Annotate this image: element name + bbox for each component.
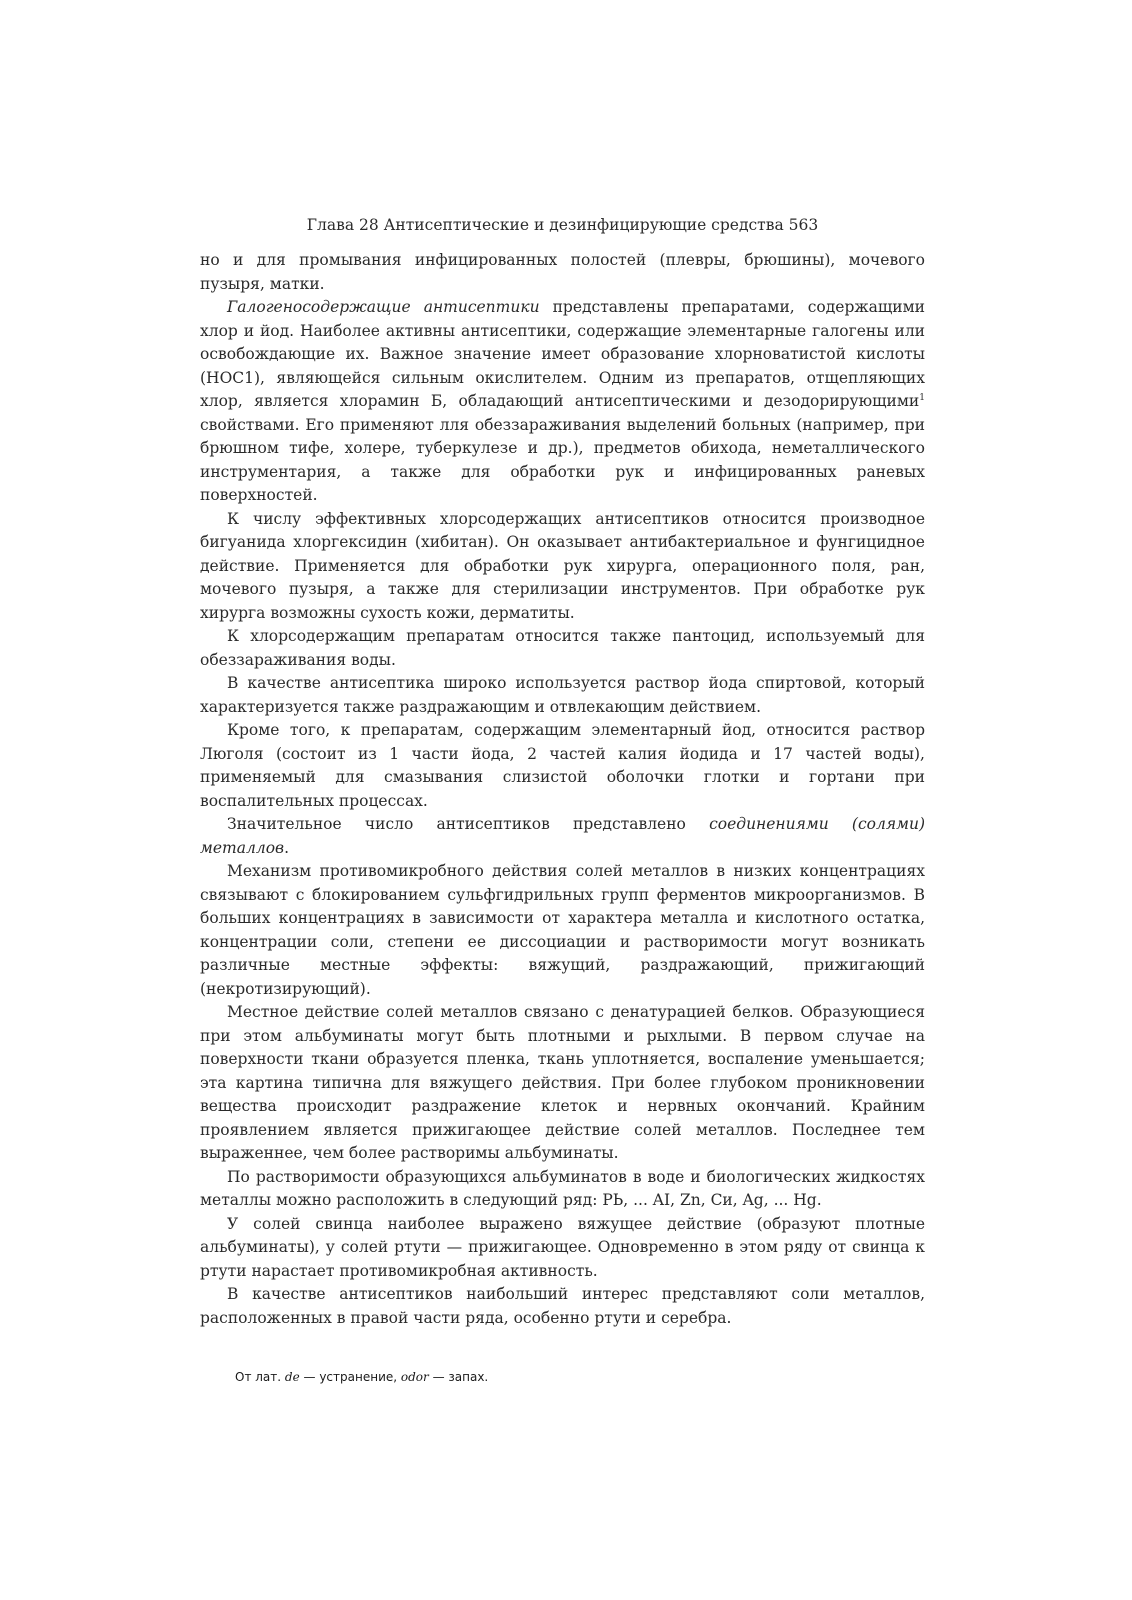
footnote-ref: 1	[919, 393, 925, 403]
term-metal-salts: соединениями (солями) металлов	[200, 815, 925, 857]
paragraph-4: К хлорсодержащим препаратам относится также пантоцид, используемый для обеззараживания воды.	[200, 627, 925, 669]
paragraph-7-text-a: Значительное число антисептиков представлено	[227, 815, 710, 833]
paragraph-2-text-b: свойствами. Его применяют лля обеззараживания выделений больных (например, при брюшном тифе, холере, туберкулезе и др.), предметов обихода, неметаллического инструментария, а также для обработки рук и инфицированных раневых поверхностей.	[200, 415, 925, 504]
footnote-term-odor: odor	[400, 1370, 429, 1384]
paragraph-6: Кроме того, к препаратам, содержащим элементарный йод, относится раствор Люголя (состоит из 1 части йода, 2 частей калия йодида и 17 частей воды), применяемый для смазывания слизистой оболочки глотки и гортани при воспалительных процессах.	[200, 721, 925, 810]
paragraph-7	[200, 813, 925, 860]
footnote-text-a: От лат.	[235, 1370, 285, 1384]
paragraph-11: У солей свинца наиболее выражено вяжущее действие (образуют плотные альбуминаты), у солей ртути — прижигающее. Одновременно в этом ряду от свинца к ртути нарастает противомикробная активность.	[200, 1214, 925, 1280]
term-halogen-antiseptics: Галогеносодержащие антисептики	[227, 298, 540, 316]
footnote-term-de: de	[284, 1370, 300, 1384]
paragraph-12: В качестве антисептиков наибольший интерес представляют соли металлов, расположенных в правой части ряда, особенно ртути и серебра.	[200, 1285, 925, 1327]
paragraph-8: Механизм противомикробного действия солей металлов в низких концентрациях связывают с блокированием сульфгидрильных групп ферментов микроорганизмов. В больших концентрациях в зависимости от характера металла и кислотного остатка, концентрации соли, степени ее диссоциации и растворимости могут возникать различные местные эффекты: вяжущий, раздражающий, прижигающий (некротизирующий).	[200, 862, 925, 998]
paragraph-7-text-b: .	[284, 838, 289, 857]
paragraph-9: Местное действие солей металлов связано с денатурацией белков. Образующиеся при этом альбуминаты могут быть плотными и рыхлыми. В первом случае на поверхности ткани образуется пленка, ткань уплотняется, воспаление уменьшается; эта картина типична для вяжущего действия. При более глубоком проникновении вещества происходит раздражение клеток и нервных окончаний. Крайним проявлением является прижигающее действие солей металлов. Последнее тем выраженнее, чем более растворимы альбуминаты.	[200, 1003, 925, 1162]
footnote-text-b: — устранение,	[299, 1370, 401, 1384]
paragraph-10: По растворимости образующихся альбуминатов в воде и биологических жидкостях металлы можно расположить в следующий ряд: РЬ, ... AI, Zn, Си, Ag, ... Hg.	[200, 1167, 925, 1209]
paragraph-1: но и для промывания инфицированных полостей (плевры, брюшины), мочевого пузыря, матки.	[200, 251, 925, 293]
paragraph-5: В качестве антисептика широко используется раствор йода спиртовой, который характеризуется также раздражающим и отвлекающим действием.	[200, 674, 925, 716]
footnote	[235, 1368, 925, 1386]
running-head: Глава 28 Антисептические и дезинфицирующие средства 563	[306, 216, 819, 234]
paragraph-3: К числу эффективных хлорсодержащих антисептиков относится производное бигуанида хлоргексидин (хибитан). Он оказывает антибактериальное и фунгицидное действие. Применяется для обработки рук хирурга, операционного поля, ран, мочевого пузыря, а также для стерилизации инструментов. При обработке рук хирурга возможны сухость кожи, дерматиты.	[200, 509, 925, 622]
footnote-text-c: — запах.	[428, 1370, 489, 1384]
paragraph-2-text-a: представлены препаратами, содержащими хлор и йод. Наиболее активны антисептики, содержащие элементарные галогены или освобождающие их. Важное значение имеет образование хлорноватистой кислоты (НОС1), являющейся сильным окислителем. Одним из препаратов, отщепляющих хлор, является хлорамин Б, обладающий антисептическими и дезодорирующими	[200, 298, 925, 410]
paragraph-2	[200, 296, 925, 508]
body-text	[200, 249, 925, 1330]
